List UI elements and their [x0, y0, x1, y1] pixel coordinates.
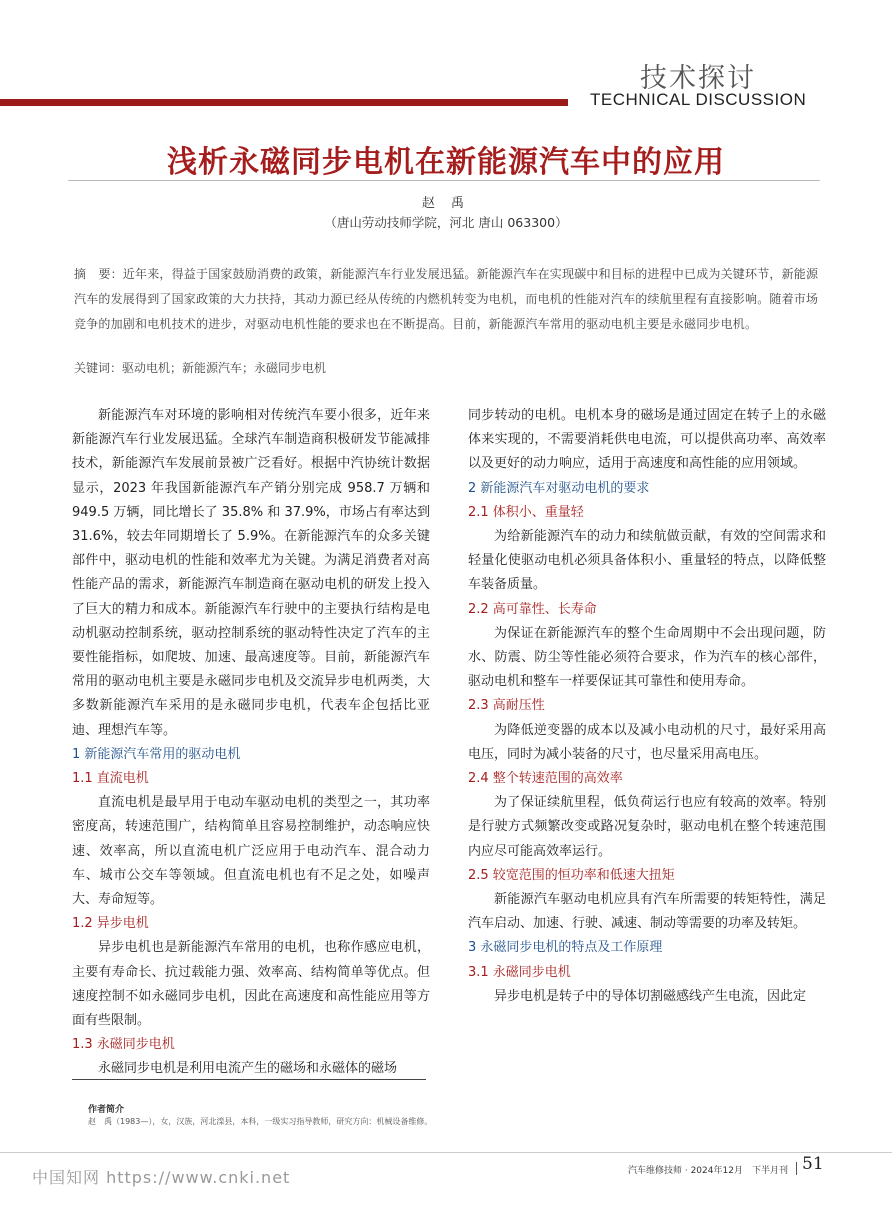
footnote-text: 赵 禹（1983—），女，汉族，河北滦县，本科，一级实习指导教师，研究方向：机械设备维修。	[88, 1117, 433, 1126]
paragraph-2-1: 为给新能源汽车的动力和续航做贡献，有效的空间需求和轻量化使驱动电机必须具备体积小、重量轻的特点，以降低整车装备质量。	[468, 529, 826, 593]
heading-2-2: 2.2 高可靠性、长寿命	[468, 601, 597, 617]
heading-2-5: 2.5 较宽范围的恒功率和低速大扭矩	[468, 867, 675, 883]
heading-1-2: 1.2 异步电机	[72, 916, 149, 932]
page-number: 51	[802, 1154, 824, 1174]
author-affiliation: （唐山劳动技师学院，河北 唐山 063300）	[324, 215, 568, 230]
paragraph-1-3-continued: 同步转动的电机。电机本身的磁场是通过固定在转子上的永磁体来实现的，不需要消耗供电电流，可以提供高功率、高效率以及更好的动力响应，适用于高速度和高性能的应用领域。	[468, 408, 826, 472]
heading-1-1: 1.1 直流电机	[72, 771, 149, 787]
heading-2-1: 2.1 体积小、重量轻	[468, 504, 584, 520]
paragraph-1-2: 异步电机也是新能源汽车常用的电机，也称作感应电机，主要有寿命长、抗过载能力强、效率高、结构简单等优点。但速度控制不如永磁同步电机，因此在高速度和高性能应用等方面有些限制。	[72, 940, 430, 1029]
header-red-bar	[0, 99, 568, 106]
paragraph-2-2: 为保证在新能源汽车的整个生命周期中不会出现问题，防水、防震、防尘等性能必须符合要求，作为汽车的核心部件，驱动电机和整车一样要保证其可靠性和使用寿命。	[468, 625, 826, 690]
paragraph-2-5: 新能源汽车驱动电机应具有汽车所需要的转矩特性，满足汽车启动、加速、行驶、减速、制动等需要的功率及转矩。	[468, 892, 826, 932]
section-title-en: TECHNICAL DISCUSSION	[590, 90, 807, 109]
cnki-watermark: 中国知网 https://www.cnki.net	[32, 1168, 291, 1187]
heading-2-3: 2.3 高耐压性	[468, 698, 545, 714]
journal-info: 汽车维修技师 · 2024年12月 下半月刊	[628, 1166, 788, 1176]
abstract: 摘 要：近年来，得益于国家鼓励消费的政策，新能源汽车行业发展迅猛。新能源汽车在实现碳中和目标的进程中已成为关键环节，新能源汽车的发展得到了国家政策的大力扶持，其动力源已经从传统的内燃机转变为电机，而电机的性能对汽车的续航里程有直接影响。随着市场竞争的加剧和电机技术的进步，对驱动电机性能的要求也在不断提高。目前，新能源汽车常用的驱动电机主要是永磁同步电机。	[74, 267, 819, 331]
paragraph-2-4: 为了保证续航里程，低负荷运行也应有较高的效率。特别是行驶方式频繁改变或路况复杂时，驱动电机在整个转速范围内应尽可能高效率运行。	[468, 795, 826, 859]
heading-1-3: 1.3 永磁同步电机	[72, 1037, 175, 1053]
footnote-divider	[72, 1079, 426, 1080]
article-author: 赵 禹	[421, 196, 471, 211]
left-column	[72, 404, 430, 1082]
title-divider	[68, 180, 820, 181]
intro-paragraph: 新能源汽车对环境的影响相对传统汽车要小很多，近年来新能源汽车行业发展迅猛。全球汽车制造商积极研发节能减排技术，新能源汽车发展前景被广泛看好。根据中汽协统计数据显示，2023 年我国新能源汽车产销分别完成 958.7 万辆和 949.5 万辆，同比增长了 35.8% 和 37.9%，市场占有率达到 31.6%，较去年同期增长了 5.9%。在新能源汽车的众多关键部件中，驱动电机的性能和效率尤为关键。为满足消费者对高性能产品的需求，新能源汽车制造商在驱动电机的研发上投入了巨大的精力和成本。新能源汽车行驶中的主要执行结构是电动机驱动控制系统，驱动控制系统的驱动特性决定了汽车的主要性能指标，如爬坡、加速、最高速度等。目前，新能源汽车常用的驱动电机主要是永磁同步电机及交流异步电机两类，大多数新能源汽车采用的是永磁同步电机，代表车企包括比亚迪、理想汽车等。	[72, 408, 430, 738]
paragraph-3-1: 异步电机是转子中的导体切割磁感线产生电流，因此定	[494, 988, 807, 1004]
heading-section-1: 1 新能源汽车常用的驱动电机	[72, 746, 241, 762]
heading-3-1: 3.1 永磁同步电机	[468, 964, 571, 980]
paragraph-1-1: 直流电机是最早用于电动车驱动电机的类型之一，其功率密度高，转速范围广，结构简单且容易控制维护，动态响应快速、效率高，所以直流电机广泛应用于电动汽车、混合动力车、城市公交车等领域。但直流电机也有不足之处，如噪声大、寿命短等。	[72, 795, 430, 908]
keywords: 关键词：驱动电机；新能源汽车；永磁同步电机	[74, 361, 327, 375]
paragraph-1-3: 永磁同步电机是利用电流产生的磁场和永磁体的磁场	[98, 1061, 398, 1077]
heading-2-4: 2.4 整个转速范围的高效率	[468, 771, 623, 787]
heading-section-2: 2 新能源汽车对驱动电机的要求	[468, 480, 650, 496]
paragraph-2-3: 为降低逆变器的成本以及减小电动机的尺寸，最好采用高电压，同时为减小装备的尺寸，也尽量采用高电压。	[468, 722, 826, 762]
article-title: 浅析永磁同步电机在新能源汽车中的应用	[167, 145, 725, 180]
footer-divider	[0, 1152, 892, 1153]
right-column	[468, 404, 826, 1009]
footnote-heading: 作者简介	[88, 1105, 125, 1115]
footer-separator	[796, 1162, 797, 1175]
heading-section-3: 3 永磁同步电机的特点及工作原理	[468, 940, 663, 956]
section-title-cn: 技术探讨	[640, 63, 756, 94]
